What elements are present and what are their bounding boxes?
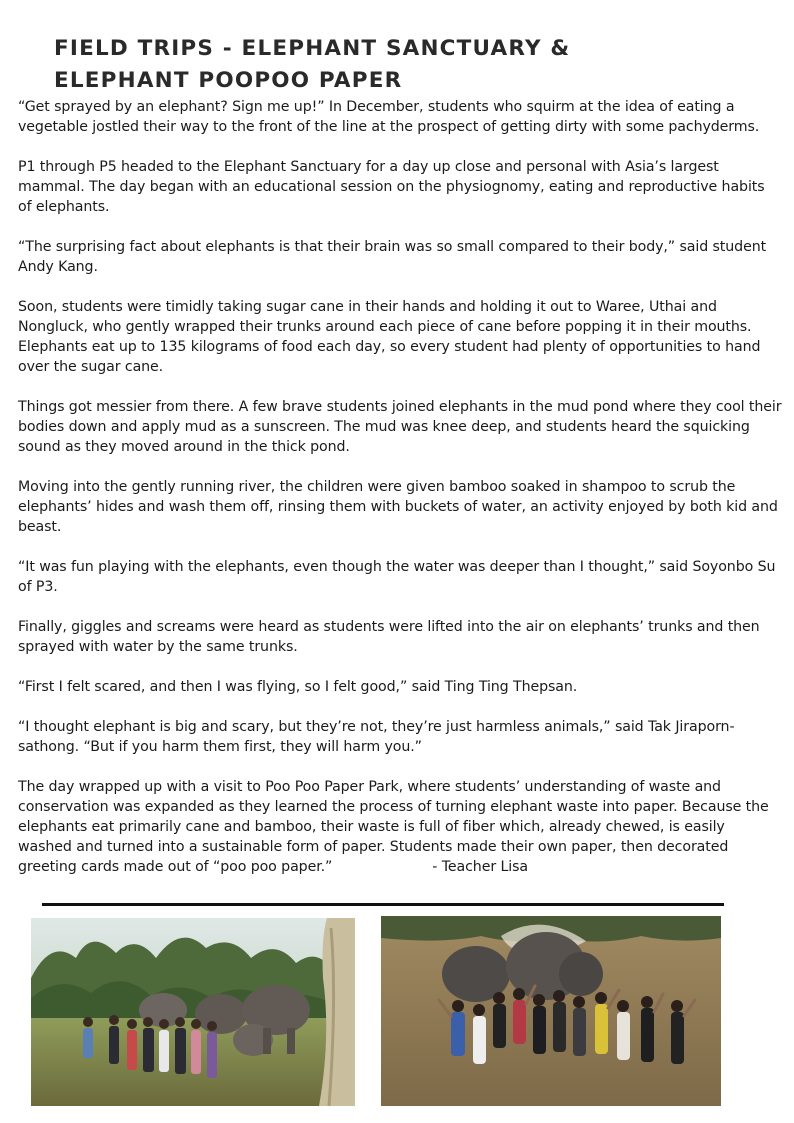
signoff: - Teacher Lisa bbox=[432, 859, 528, 875]
paragraph-sugar-cane: Soon, students were timidly taking sugar cane in their hands and holding it out to Waree, Uthai and Nongluck, who gently wrapped their trunks around each piece of cane before popping it in their mouths. Elephants eat up to 135 kilograms of food each day, so every student had plenty of opportunities to hand over the sugar cane. bbox=[18, 299, 761, 375]
article-body bbox=[18, 97, 782, 897]
paragraph-quote-ting: “First I felt scared, and then I was flying, so I felt good,” said Ting Ting Thepsan. bbox=[18, 679, 578, 695]
paragraph-poo-paper-text: The day wrapped up with a visit to Poo Poo Paper Park, where students’ understanding of waste and conservation was expanded as they learned the process of turning elephant waste into paper. Because the elephants eat primarily cane and bamboo, their waste is full of fiber which, already chewed, is easily washed and turned into a sustainable form of paper. Students made their own paper, then decorated greeting cards made out of “poo poo paper.” bbox=[18, 779, 769, 875]
paragraph-intro: “Get sprayed by an elephant? Sign me up!” In December, students who squirm at the idea of eating a vegetable jostled their way to the front of the line at the prospect of getting dirty with some pachyderms. bbox=[18, 99, 760, 135]
photo-elephants-in-river bbox=[381, 916, 721, 1106]
divider-rule bbox=[42, 903, 724, 906]
paragraph-quote-soyonbo: “It was fun playing with the elephants, even though the water was deeper than I thought,” said Soyonbo Su of P3. bbox=[18, 559, 776, 595]
paragraph-quote-tak: “I thought elephant is big and scary, but they’re not, they’re just harmless animals,” said Tak Jirapornsathong. “But if you harm them first, they will harm you.” bbox=[18, 719, 735, 755]
paragraph-trunks: Finally, giggles and screams were heard as students were lifted into the air on elephants’ trunks and then sprayed with water by the same trunks. bbox=[18, 619, 760, 655]
title-line-1: FIELD TRIPS - ELEPHANT SANCTUARY & bbox=[54, 36, 571, 61]
paragraph-river: Moving into the gently running river, the children were given bamboo soaked in shampoo to scrub the elephants’ hides and wash them off, rinsing them with buckets of water, an activity enjoyed by both kid and beast. bbox=[18, 479, 778, 535]
title-line-2: ELEPHANT POOPOO PAPER bbox=[54, 68, 403, 93]
paragraph-sanctuary: P1 through P5 headed to the Elephant Sanctuary for a day up close and personal with Asia’s largest mammal. The day began with an educational session on the physiognomy, eating and reproductive habits of elephants. bbox=[18, 159, 765, 215]
paragraph-quote-andy: “The surprising fact about elephants is that their brain was so small compared to their body,” said student Andy Kang. bbox=[18, 239, 767, 275]
paragraph-mud-pond: Things got messier from there. A few brave students joined elephants in the mud pond where they cool their bodies down and apply mud as a sunscreen. The mud was knee deep, and students heard the squicking sound as they moved around in the thick pond. bbox=[18, 399, 782, 455]
photo-elephant-sanctuary-group bbox=[31, 918, 355, 1106]
article-title bbox=[54, 33, 694, 97]
paragraph-poo-paper bbox=[18, 777, 782, 877]
